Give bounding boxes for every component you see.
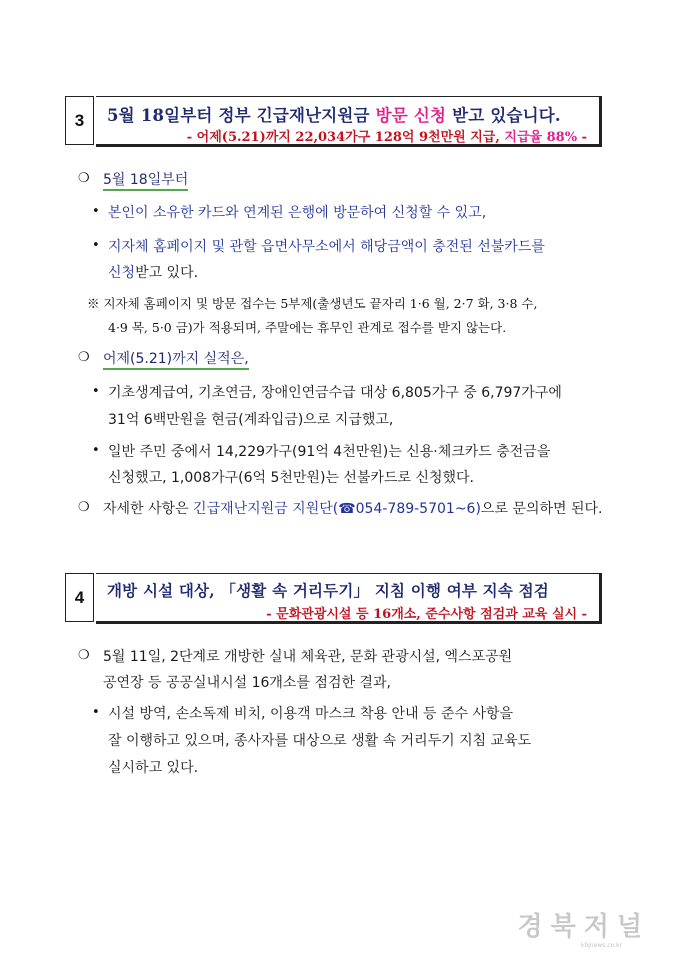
bullet-text-continued: 실시하고 있다. [108, 760, 199, 776]
bullet-text-continued [108, 262, 198, 282]
text-part: 자세한 사항은 [103, 501, 194, 517]
section-number: 3 [65, 96, 94, 145]
text-part: 받고 있다. [135, 265, 199, 281]
bullet-text-continued: 신청했고, 1,008가구(6억 5천만원)는 선불카드로 신청했다. [108, 470, 474, 486]
watermark-logo: 경북저널 [517, 912, 650, 942]
title-part: 받고 있습니다. [446, 106, 561, 125]
circle-bullet-icon: ❍ [78, 500, 90, 515]
circle-bullet-icon: ❍ [78, 648, 90, 663]
heading-text: 어제(5.21)까지 실적은, [103, 351, 249, 370]
item-heading [103, 348, 249, 368]
bullet-icon: • [92, 705, 100, 720]
section-3-header [65, 96, 602, 153]
note-text: 4·9 목, 5·0 금)가 적용되며, 주말에는 휴무인 관계로 접수를 받지 않는다. [108, 320, 507, 335]
note-text: ※ 지자체 홈페이지 및 방문 접수는 5부제(출생년도 끝자리 1·6 월, 2·7 화, 3·8 수, [87, 296, 538, 311]
heading-text: 5월 18일부터 [103, 172, 188, 191]
bullet-icon: • [92, 204, 100, 219]
bullet-text-continued: 31억 6백만원을 현금(계좌입금)으로 지급했고, [108, 412, 394, 428]
watermark-url: kbjnews.co.kr [580, 942, 622, 949]
bullet-text: 시설 방역, 손소독제 비치, 이용객 마스크 착용 안내 등 준수 사항을 [108, 706, 514, 722]
title-highlight: 방문 신청 [375, 106, 447, 125]
bullet-text: 기초생계급여, 기초연금, 장애인연금수급 대상 6,805가구 중 6,797가구에 [108, 385, 562, 401]
subtitle-part: - [577, 130, 587, 145]
bullet-icon: • [92, 238, 100, 253]
bullet-text-continued: 잘 이행하고 있으며, 종사자를 대상으로 생활 속 거리두기 지침 교육도 [108, 733, 532, 749]
section-4-header [65, 573, 602, 630]
contact-highlight: 긴급재난지원금 지원단(☎054-789-5701~6) [193, 501, 481, 517]
subtitle-part: - 어제(5.21)까지 22,034가구 128억 9천만원 지급, [186, 130, 505, 145]
bullet-text: 지자체 홈페이지 및 관할 읍면사무소에서 해당금액이 충전된 선불카드를 [108, 239, 545, 255]
bullet-text: 본인이 소유한 카드와 연계된 은행에 방문하여 신청할 수 있고, [108, 205, 487, 221]
section-title: 개방 시설 대상, 「생활 속 거리두기」 지침 이행 여부 지속 점검 [107, 581, 549, 600]
item-text: 5월 11일, 2단계로 개방한 실내 체육관, 문화 관광시설, 엑스포공원 [103, 649, 513, 665]
item-heading [103, 169, 188, 189]
section-subtitle [187, 126, 587, 145]
section-title-box [96, 573, 602, 624]
text-part: 신청 [108, 265, 136, 281]
item-text-continued: 공연장 등 공공실내시설 16개소를 점검한 결과, [103, 675, 391, 691]
section-title-box [96, 96, 602, 147]
circle-bullet-icon: ❍ [78, 350, 90, 365]
text-part: 으로 문의하면 된다. [480, 501, 603, 517]
bullet-icon: • [92, 443, 100, 458]
circle-bullet-icon: ❍ [78, 171, 90, 186]
section-title [107, 102, 561, 126]
bullet-text: 일반 주민 중에서 14,229가구(91억 4천만원)는 신용·체크카드 충전금을 [108, 444, 551, 460]
section-subtitle: - 문화관광시설 등 16개소, 준수사항 점검과 교육 실시 - [266, 607, 587, 622]
subtitle-highlight: 지급율 88% [504, 130, 578, 145]
section-number: 4 [65, 573, 94, 622]
bullet-icon: • [92, 384, 100, 399]
contact-text [103, 498, 602, 518]
title-part: 5월 18일부터 정부 긴급재난지원금 [107, 106, 376, 125]
